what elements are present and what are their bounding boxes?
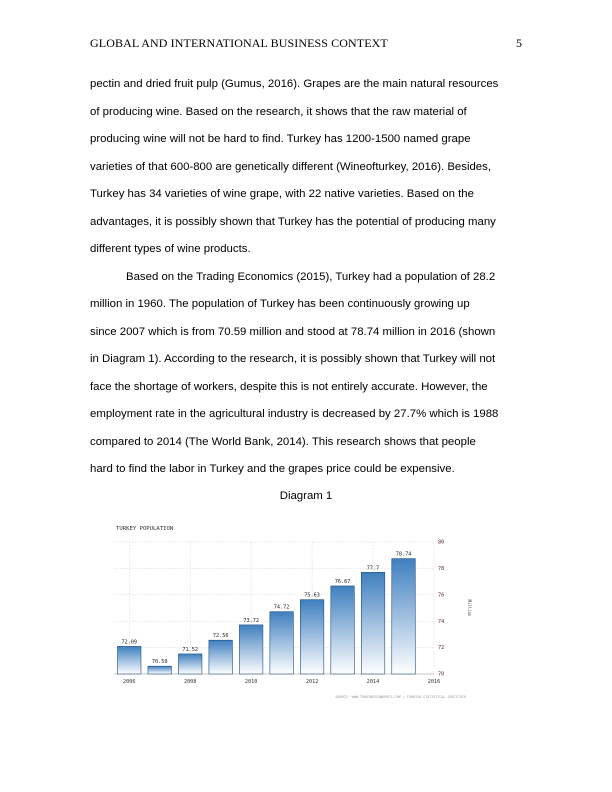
chart-y-tick-label: 72 [438,645,445,652]
chart-data-label: 72.09 [121,639,138,646]
body-line: hard to find the labor in Turkey and the grapes price could be expensive. [90,463,455,475]
chart-x-tick-label: 2012 [305,679,319,685]
body-line: producing wine will not be hard to find. Turkey has 1200-1500 named grape [90,133,471,145]
chart-svg [96,518,480,704]
chart-bar [178,654,202,674]
chart-x-tick-label: 2006 [122,679,136,685]
body-line: Based on the Trading Economics (2015), Turkey had a population of 28.2 [126,270,496,283]
chart-y-tick-label: 74 [438,618,445,625]
population-chart [96,518,480,704]
body-line: different types of wine products. [90,243,251,255]
body-line: of producing wine. Based on the research, it shows that the raw material of [90,105,467,118]
chart-data-label: 75.63 [304,592,320,599]
chart-data-label: 71.52 [182,646,199,653]
chart-bar [300,600,324,674]
body-line: since 2007 which is from 70.59 million and stood at 78.74 million in 2016 (shown [90,325,496,338]
chart-bar [361,572,385,674]
chart-data-label: 74.72 [273,604,290,611]
body-line: compared to 2014 (The World Bank, 2014). This research shows that people [90,435,476,448]
chart-y-tick-label: 70 [438,671,445,678]
chart-data-label: 78.74 [395,551,412,558]
page-number: 5 [516,36,522,50]
chart-bar [209,640,233,674]
chart-x-ticks [123,679,440,685]
body-line: employment rate in the agricultural industry is decreased by 27.7% which is 1988 [90,408,499,420]
chart-data-label: 70.59 [151,659,168,666]
chart-x-tick-label: 2014 [366,679,380,685]
chart-data-label: 73.72 [243,617,259,624]
body-line: varieties of that 600-800 are genetically different (Wineofturkey, 2016). Besides, [90,160,492,173]
chart-data-label: 77.7 [366,565,380,572]
body-line: million in 1960. The population of Turkey has been continuously growing up [90,298,470,310]
running-head [90,36,522,52]
chart-data-label: 72.56 [212,633,229,640]
chart-y-tick-label: 76 [438,592,445,599]
chart-x-tick-label: 2008 [183,679,197,685]
chart-y-axis-label: Million [467,599,472,617]
body-line: advantages, it is possibly shown that Turkey has the potential of producing many [90,215,496,228]
running-title: GLOBAL AND INTERNATIONAL BUSINESS CONTEXT [90,36,388,50]
chart-x-tick-label: 2016 [427,679,441,685]
chart-bars [117,559,415,674]
body-line: in Diagram 1). According to the research, it is possibly shown that Turkey will not [90,353,496,365]
chart-bar [331,586,355,674]
chart-bar [148,666,172,674]
chart-bar [239,625,263,674]
chart-data-label: 76.67 [334,578,351,585]
chart-y-tick-label: 78 [438,566,445,572]
body-line: face the shortage of workers, despite this is not entirely accurate. However, the [90,380,488,393]
chart-title: TURKEY POPULATION [116,526,174,532]
body-line: Turkey has 34 varieties of wine grape, with 22 native varieties. Based on the [90,188,474,200]
chart-bar [117,646,141,674]
figure-caption: Diagram 1 [279,490,333,502]
chart-x-tick-label: 2010 [244,679,258,685]
chart-y-tick-label: 80 [438,539,445,546]
chart-bar [270,612,294,674]
chart-y-ticks [438,540,444,678]
body-line: pectin and dried fruit pulp (Gumus, 2016). Grapes are the main natural resources [90,78,499,90]
body-text [90,74,522,487]
chart-bar [392,559,416,674]
chart-source: SOURCE: WWW.TRADINGECONOMICS.COM | TURKISH STATISTICAL INSTITUTE [335,695,466,699]
